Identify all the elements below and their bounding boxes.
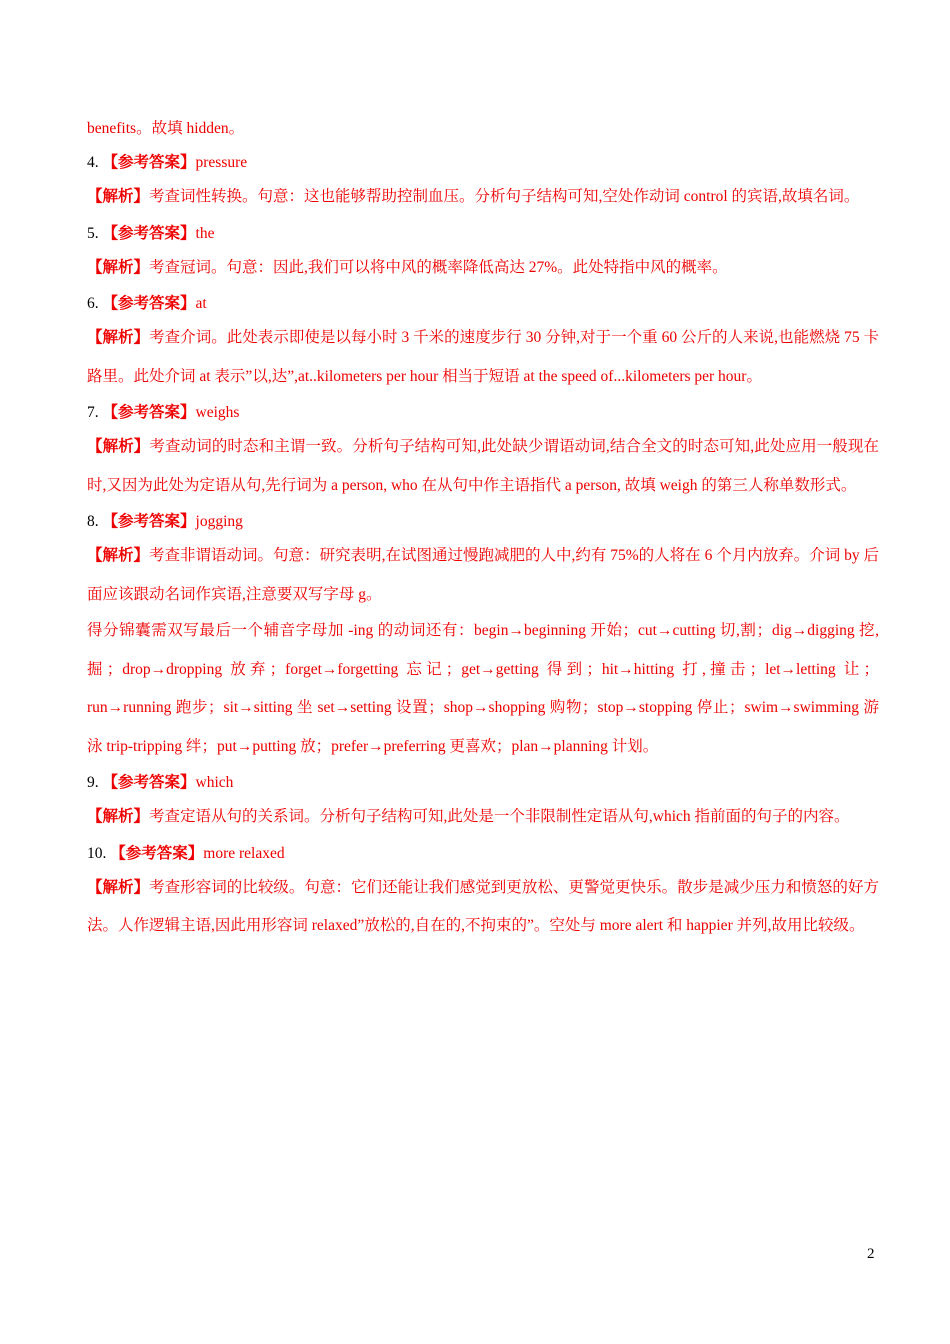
analysis-9 <box>87 798 879 837</box>
answer-8 <box>87 505 879 539</box>
answer-text: jogging <box>195 513 243 530</box>
analysis-text: 考查形容词的比较级。句意：它们还能让我们感觉到更放松、更警觉更快乐。散步是减少压力和愤怒的好方法。人作逻辑主语,因此用形容词 relaxed”放松的,自在的,不拘束的”。空处与 more alert 和 happier 并列,故用比较级。 <box>87 878 879 934</box>
analysis-label: 【解析】 <box>87 878 150 896</box>
analysis-label: 【解析】 <box>87 808 150 825</box>
question-number: 10. <box>87 844 111 862</box>
answer-label: 【参考答案】 <box>110 844 204 862</box>
question-number: 6. <box>87 295 103 312</box>
analysis-label: 【解析】 <box>87 188 150 205</box>
question-number: 5. <box>87 224 103 242</box>
page-number: 2 <box>867 1246 875 1262</box>
document-body <box>87 112 879 946</box>
answer-9 <box>87 766 879 800</box>
answer-text: pressure <box>195 154 248 171</box>
answer-text: at <box>195 295 207 312</box>
analysis-6 <box>87 319 879 396</box>
answer-text: more relaxed <box>203 844 285 862</box>
answer-label: 【参考答案】 <box>102 774 196 791</box>
answer-label: 【参考答案】 <box>102 513 196 530</box>
answer-label: 【参考答案】 <box>102 404 196 421</box>
answer-6 <box>87 287 879 321</box>
analysis-10 <box>87 869 879 946</box>
analysis-text: 考查动词的时态和主谓一致。分析句子结构可知,此处缺少谓语动词,结合全文的时态可知,此处应用一般现在时,又因为此处为定语从句,先行词为 a person, who 在从句中作主语指代 a person, 故填 weigh 的第三人称单数形式。 <box>87 438 879 494</box>
analysis-5 <box>87 249 879 288</box>
answer-text: the <box>195 224 215 242</box>
analysis-8 <box>87 537 879 614</box>
analysis-text: 考查词性转换。句意：这也能够帮助控制血压。分析句子结构可知,空处作动词 control 的宾语,故填名词。 <box>149 188 860 205</box>
analysis-text: 考查定语从句的关系词。分析句子结构可知,此处是一个非限制性定语从句,which 指前面的句子的内容。 <box>149 808 850 825</box>
line-0 <box>87 112 879 146</box>
answer-5 <box>87 217 879 251</box>
analysis-text: 考查介词。此处表示即使是以每小时 3 千米的速度步行 30 分钟,对于一个重 60 公斤的人来说,也能燃烧 75 卡路里。此处介词 at 表示”以,达”,at..kilometers per hour 相当于短语 at the speed of...kilometers per hour。 <box>87 329 879 385</box>
question-number: 7. <box>87 404 103 421</box>
analysis-text: 考查非谓语动词。句意：研究表明,在试图通过慢跑减肥的人中,约有 75%的人将在 6 个月内放弃。介词 by 后面应该跟动名词作宾语,注意要双写字母 g。 <box>87 547 879 603</box>
answer-label: 【参考答案】 <box>102 224 196 242</box>
answer-4 <box>87 146 879 180</box>
text-segment: benefits。故填 hidden。 <box>87 120 245 137</box>
answer-10 <box>87 837 879 871</box>
answer-label: 【参考答案】 <box>102 295 196 312</box>
analysis-4 <box>87 178 879 217</box>
analysis-label: 【解析】 <box>87 547 150 564</box>
answer-label: 【参考答案】 <box>102 154 196 171</box>
analysis-label: 【解析】 <box>87 438 150 455</box>
analysis-label: 【解析】 <box>87 329 150 346</box>
answer-text: weighs <box>195 404 240 421</box>
tips-8 <box>87 612 879 766</box>
question-number: 8. <box>87 513 103 530</box>
tips-text: 得分锦囊需双写最后一个辅音字母加 -ing 的动词还有：begin→beginning 开始；cut→cutting 切,割；dig→digging 挖,掘；drop→dropping 放弃；forget→forgetting 忘记；get→getting 得到；hit→hitting 打,撞击；let→letting 让；run→running 跑步；sit→sitting 坐 set→setting 设置；shop→shopping 购物；stop→stopping 停止；swim→swimming 游泳 trip-tripping 绊；put→putting 放；prefer→preferring 更喜欢；plan→planning 计划。 <box>87 622 879 755</box>
analysis-text: 考查冠词。句意：因此,我们可以将中风的概率降低高达 27%。此处特指中风的概率。 <box>149 258 728 276</box>
question-number: 9. <box>87 774 103 791</box>
analysis-label: 【解析】 <box>87 258 150 276</box>
answer-7 <box>87 396 879 430</box>
question-number: 4. <box>87 154 103 171</box>
analysis-7 <box>87 428 879 505</box>
answer-text: which <box>195 774 234 791</box>
